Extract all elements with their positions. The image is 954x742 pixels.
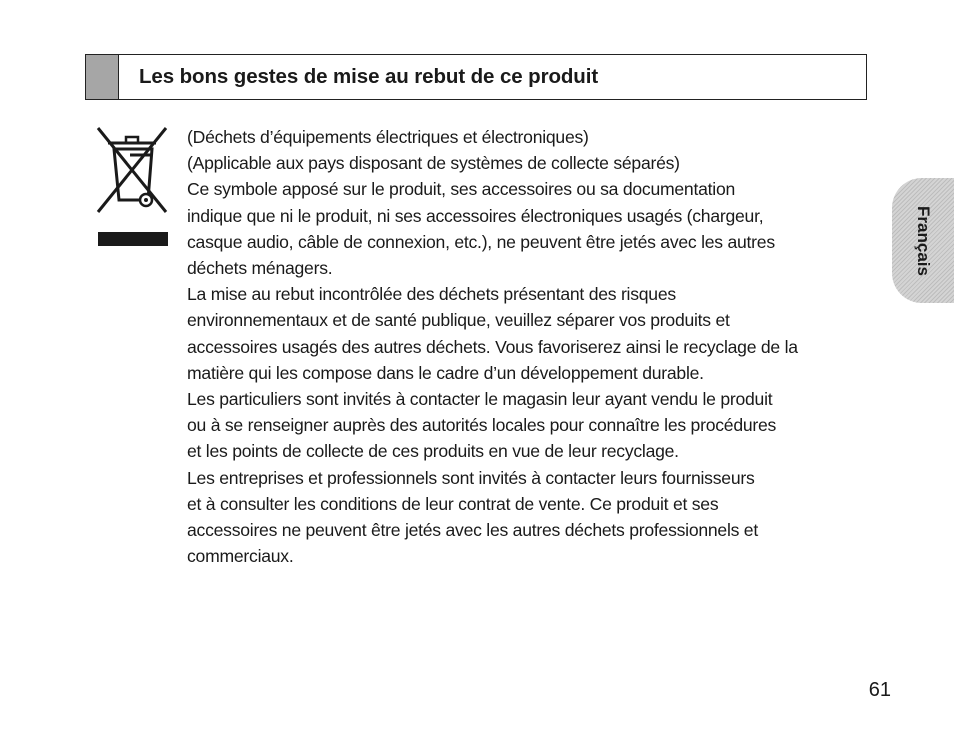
text-line: indique que ni le produit, ni ses accessoires électroniques usagés (chargeur, xyxy=(187,205,764,226)
text-line: Ce symbole apposé sur le produit, ses accessoires ou sa documentation xyxy=(187,179,736,200)
language-label: Français xyxy=(914,205,933,276)
text-line: casque audio, câble de connexion, etc.), ne peuvent être jetés avec les autres xyxy=(187,231,775,252)
section-heading-box xyxy=(85,54,867,100)
language-tab xyxy=(892,178,954,303)
crossed-out-wheeled-bin-icon xyxy=(96,126,168,248)
heading-grey-tab xyxy=(86,55,119,99)
text-line: accessoires ne peuvent être jetés avec les autres déchets professionnels et xyxy=(187,520,758,541)
text-line: (Déchets d’équipements électriques et électroniques) xyxy=(187,127,589,147)
text-line: La mise au rebut incontrôlée des déchets présentant des risques xyxy=(187,284,676,305)
disposal-instructions xyxy=(187,124,877,569)
section-title: Les bons gestes de mise au rebut de ce produit xyxy=(139,65,599,88)
text-line: accessoires usagés des autres déchets. Vous favoriserez ainsi le recyclage de la xyxy=(187,336,798,357)
text-line: Les particuliers sont invités à contacter le magasin leur ayant vendu le produit xyxy=(187,389,773,410)
text-line: matière qui les compose dans le cadre d’un développement durable. xyxy=(187,362,704,383)
text-line: et à consulter les conditions de leur contrat de vente. Ce produit et ses xyxy=(187,493,719,514)
text-line: et les points de collecte de ces produits en vue de leur recyclage. xyxy=(187,441,679,462)
text-line: ou à se renseigner auprès des autorités locales pour connaître les procédures xyxy=(187,415,777,436)
page-number: 61 xyxy=(868,679,891,701)
text-line: commerciaux. xyxy=(187,546,294,567)
text-line: Les entreprises et professionnels sont invités à contacter leurs fournisseurs xyxy=(187,467,755,488)
text-line: (Applicable aux pays disposant de systèmes de collecte séparés) xyxy=(187,153,680,174)
text-line: déchets ménagers. xyxy=(187,258,333,279)
text-line: environnementaux et de santé publique, veuillez séparer vos produits et xyxy=(187,310,730,331)
